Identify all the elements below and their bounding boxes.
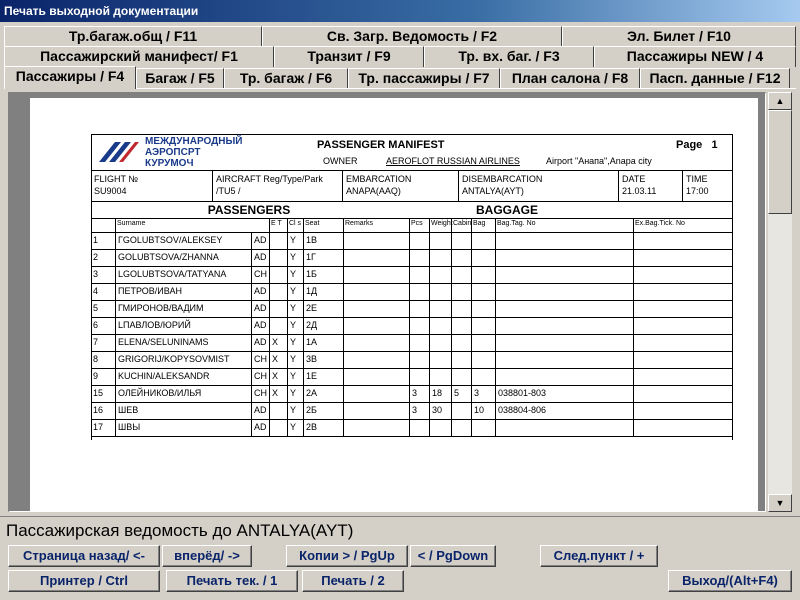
table-cell: AD — [251, 301, 269, 318]
table-cell — [495, 301, 633, 318]
tab-baggage[interactable]: Багаж / F5 — [136, 68, 224, 89]
table-cell — [429, 318, 451, 335]
table-cell — [429, 420, 451, 437]
table-cell — [471, 352, 495, 369]
table-cell: KUCHIN/ALEKSANDR — [115, 369, 251, 386]
col-et: E T — [269, 219, 287, 233]
table-cell — [471, 250, 495, 267]
table-cell — [343, 301, 409, 318]
table-cell: 3 — [409, 386, 429, 403]
table-cell — [429, 250, 451, 267]
aircraft-cell — [213, 171, 343, 201]
table-cell: ГМИРОНОВ/ВАДИМ — [115, 301, 251, 318]
paper-page — [30, 98, 758, 512]
table-cell — [269, 267, 287, 284]
table-cell — [471, 420, 495, 437]
time-cell — [683, 171, 731, 201]
table-cell — [451, 369, 471, 386]
passengers-header: PASSENGERS — [207, 203, 291, 217]
flight-value: SU9004 — [94, 186, 127, 196]
table-cell — [633, 369, 733, 386]
table-cell — [343, 369, 409, 386]
table-cell: Y — [287, 318, 303, 335]
table-cell — [429, 301, 451, 318]
table-cell: CH — [251, 352, 269, 369]
table-row — [91, 232, 733, 249]
table-cell: 1Д — [303, 284, 343, 301]
scroll-up-icon[interactable]: ▲ — [768, 92, 792, 110]
table-cell: 15 — [93, 388, 104, 398]
table-cell: 4 — [93, 286, 99, 296]
table-cell — [343, 352, 409, 369]
table-cell: 5 — [93, 303, 99, 313]
logo-text — [145, 136, 242, 169]
table-cell: Y — [287, 335, 303, 352]
table-cell — [471, 369, 495, 386]
table-cell — [409, 369, 429, 386]
logo-line: АЭРОПСРТ — [145, 147, 201, 158]
table-cell — [429, 352, 451, 369]
flight-info-row — [91, 170, 733, 202]
table-cell: X — [269, 352, 287, 369]
table-cell: Y — [287, 284, 303, 301]
time-label: TIME — [686, 174, 708, 184]
table-cell: X — [269, 335, 287, 352]
embarcation-value: ANAPA(AAQ) — [346, 186, 401, 196]
table-cell: 3 — [471, 386, 495, 403]
table-cell: Y — [287, 233, 303, 250]
table-cell — [409, 335, 429, 352]
embarcation-cell — [343, 171, 459, 201]
table-cell — [269, 233, 287, 250]
status-text: Пассажирская ведомость до ANTALYA(AYT) — [0, 516, 800, 540]
table-row — [91, 368, 733, 385]
table-cell: Y — [287, 386, 303, 403]
table-cell — [471, 233, 495, 250]
disembarcation-label: DISEMBARCATION — [462, 174, 543, 184]
table-row — [91, 317, 733, 334]
table-cell: GOLUBTSOVA/ZHANNA — [115, 250, 251, 267]
date-label: DATE — [622, 174, 646, 184]
table-cell: X — [269, 386, 287, 403]
disembarcation-value: ANTALYA(AYT) — [462, 186, 524, 196]
aeroport-logo-icon — [97, 138, 141, 164]
table-cell: ПЕТРОВ/ИВАН — [115, 284, 251, 301]
table-cell — [451, 318, 471, 335]
col-seat: Seat — [303, 219, 343, 233]
table-cell — [409, 318, 429, 335]
table-cell — [343, 403, 409, 420]
tab-passenger-manifest[interactable]: Пассажирский манифест/ F1 — [4, 46, 274, 67]
window-title: Печать выходной документации — [0, 0, 800, 22]
table-cell: AD — [251, 233, 269, 250]
table-cell — [409, 284, 429, 301]
table-cell: AD — [251, 335, 269, 352]
vertical-scrollbar[interactable] — [768, 92, 792, 512]
table-cell: 8 — [93, 354, 99, 364]
table-cell: CH — [251, 386, 269, 403]
table-cell: ГGOLUBTSOV/ALEKSEY — [115, 233, 251, 250]
table-cell: Y — [287, 369, 303, 386]
table-cell — [495, 267, 633, 284]
table-cell: CH — [251, 267, 269, 284]
tab-transit-passengers[interactable]: Тр. пассажиры / F7 — [348, 68, 500, 89]
table-cell: 10 — [471, 403, 495, 420]
col-bag: Bag — [471, 219, 495, 233]
table-cell: AD — [251, 318, 269, 335]
table-cell: ОЛЕЙНИКОВ/ИЛЬЯ — [115, 386, 251, 403]
table-cell — [409, 420, 429, 437]
table-cell — [343, 420, 409, 437]
table-cell — [495, 250, 633, 267]
baggage-header: BAGGAGE — [475, 203, 538, 217]
table-cell — [429, 233, 451, 250]
table-cell — [269, 301, 287, 318]
table-cell: 5 — [451, 386, 471, 403]
table-cell — [633, 267, 733, 284]
date-cell — [619, 171, 683, 201]
table-cell: AD — [251, 420, 269, 437]
scroll-down-icon[interactable]: ▼ — [768, 494, 792, 512]
table-row — [91, 266, 733, 283]
table-cell: LGOLUBTSOVA/TATYANA — [115, 267, 251, 284]
time-value: 17:00 — [686, 186, 709, 196]
table-cell — [633, 284, 733, 301]
table-cell — [495, 352, 633, 369]
print-current-button[interactable]: Печать тек. / 1 — [166, 570, 298, 592]
table-cell — [495, 369, 633, 386]
copies-down-button[interactable]: < / PgDown — [410, 545, 496, 567]
logo-line: КУРУМОЧ — [145, 158, 194, 169]
exit-button[interactable]: Выход/(Alt+F4) — [668, 570, 792, 592]
copies-up-button[interactable]: Копии > / PgUp — [286, 545, 408, 567]
flight-cell — [91, 171, 213, 201]
owner-label: OWNER — [323, 156, 358, 166]
table-cell — [429, 284, 451, 301]
table-cell — [633, 233, 733, 250]
table-cell: Y — [287, 403, 303, 420]
table-cell: 9 — [93, 371, 99, 381]
table-cell: 3 — [409, 403, 429, 420]
table-cell — [471, 301, 495, 318]
tab-passport-data[interactable]: Пасп. данные / F12 — [640, 68, 790, 89]
table-cell — [409, 352, 429, 369]
airport-name: Airport "Анапа",Anapa city — [546, 156, 652, 166]
tab-transit[interactable]: Транзит / F9 — [274, 46, 424, 67]
table-cell: Y — [287, 301, 303, 318]
col-bag-tag: Bag.Tag. No — [495, 219, 633, 233]
table-cell: AD — [251, 284, 269, 301]
table-cell — [343, 386, 409, 403]
table-cell — [495, 318, 633, 335]
disembarcation-cell — [459, 171, 619, 201]
table-cell — [409, 301, 429, 318]
table-cell — [495, 284, 633, 301]
column-header-row — [91, 218, 733, 232]
table-cell — [633, 250, 733, 267]
table-cell — [633, 335, 733, 352]
next-page-button[interactable]: вперёд/ -> — [162, 545, 252, 567]
table-cell: Y — [287, 420, 303, 437]
table-cell: 16 — [93, 405, 104, 415]
print-button[interactable]: Печать / 2 — [302, 570, 404, 592]
next-point-button[interactable]: След.пункт / + — [540, 545, 658, 567]
table-cell — [451, 267, 471, 284]
table-cell: ELENA/SELUNINAMS — [115, 335, 251, 352]
tab-transit-incoming-baggage[interactable]: Тр. вх. баг. / F3 — [424, 46, 594, 67]
table-cell — [451, 301, 471, 318]
date-value: 21.03.11 — [622, 186, 657, 196]
table-cell — [409, 233, 429, 250]
table-cell: LПАВЛОВ/ЮРИЙ — [115, 318, 251, 335]
manifest-title: PASSENGER MANIFEST — [317, 139, 445, 151]
table-bottom-line — [91, 436, 733, 437]
table-row — [91, 334, 733, 351]
table-cell: 2А — [303, 386, 343, 403]
col-ex-bag: Ex.Bag.Tick. No — [633, 219, 733, 233]
table-cell: ШВЫ — [115, 420, 251, 437]
table-cell — [471, 284, 495, 301]
table-cell — [269, 403, 287, 420]
table-cell — [451, 284, 471, 301]
table-row — [91, 249, 733, 266]
table-row — [91, 419, 733, 436]
table-cell: 2Д — [303, 318, 343, 335]
table-cell — [633, 352, 733, 369]
table-cell — [633, 386, 733, 403]
table-cell: 2В — [303, 420, 343, 437]
table-cell — [471, 335, 495, 352]
table-cell — [451, 352, 471, 369]
tab-eticket[interactable]: Эл. Билет / F10 — [562, 26, 796, 47]
table-cell — [633, 301, 733, 318]
col-pcs: Pcs — [409, 219, 429, 233]
table-cell: 1 — [93, 235, 99, 245]
table-cell: 1А — [303, 335, 343, 352]
tab-passengers[interactable]: Пассажиры / F4 — [4, 66, 136, 89]
table-row — [91, 351, 733, 368]
aircraft-label: AIRCRAFT Reg/Type/Park — [216, 174, 323, 184]
table-cell: 17 — [93, 422, 104, 432]
table-cell — [633, 403, 733, 420]
table-cell: Y — [287, 352, 303, 369]
page-value: 1 — [711, 139, 718, 151]
table-cell: 1Е — [303, 369, 343, 386]
prev-page-button[interactable]: Страница назад/ <- — [8, 545, 160, 567]
page-label: Page — [676, 139, 703, 151]
table-cell: 7 — [93, 337, 99, 347]
table-cell — [451, 250, 471, 267]
table-cell: GRIGORIJ/KOPYSOVMIST — [115, 352, 251, 369]
table-cell: 3В — [303, 352, 343, 369]
col-cabin: Cabin — [451, 219, 471, 233]
col-class: Cl s — [287, 219, 303, 233]
table-cell: AD — [251, 403, 269, 420]
table-cell: CH — [251, 369, 269, 386]
col-weight: Weight — [429, 219, 451, 233]
table-cell — [451, 420, 471, 437]
flight-label: FLIGHT № — [94, 174, 138, 184]
table-cell — [429, 267, 451, 284]
table-cell: Y — [287, 250, 303, 267]
table-cell: 18 — [429, 386, 451, 403]
table-cell: 2Б — [303, 403, 343, 420]
scroll-thumb[interactable] — [768, 110, 792, 214]
table-cell: AD — [251, 250, 269, 267]
table-cell — [495, 420, 633, 437]
table-cell: Y — [287, 267, 303, 284]
table-cell — [343, 250, 409, 267]
table-cell — [269, 318, 287, 335]
page-number — [676, 139, 718, 151]
table-cell — [495, 233, 633, 250]
table-row — [91, 300, 733, 317]
airline-name: AEROFLOT RUSSIAN AIRLINES — [386, 156, 520, 166]
table-cell: 3 — [93, 269, 99, 279]
table-cell — [471, 318, 495, 335]
table-row — [91, 385, 733, 402]
table-cell: 038804-806 — [495, 403, 633, 420]
table-cell — [429, 335, 451, 352]
col-remarks: Remarks — [343, 219, 409, 233]
table-cell — [409, 267, 429, 284]
table-cell: 30 — [429, 403, 451, 420]
table-cell — [269, 284, 287, 301]
logo-line: МЕЖДУНАРОДНЫЙ — [145, 136, 243, 147]
table-row — [91, 402, 733, 419]
table-cell — [451, 335, 471, 352]
document-preview[interactable] — [8, 92, 766, 512]
table-cell: 1Б — [303, 267, 343, 284]
tab-transit-baggage-total[interactable]: Тр.багаж.общ / F11 — [4, 26, 262, 47]
table-cell — [269, 250, 287, 267]
col-surname: Surname — [115, 219, 251, 233]
tab-seat-map[interactable]: План салона / F8 — [500, 68, 640, 89]
table-cell — [269, 420, 287, 437]
printer-button[interactable]: Принтер / Ctrl — [8, 570, 160, 592]
table-cell: 1Г — [303, 250, 343, 267]
table-cell — [451, 403, 471, 420]
tab-load-sheet[interactable]: Св. Загр. Ведомость / F2 — [262, 26, 562, 47]
table-cell: ШЕВ — [115, 403, 251, 420]
table-cell — [343, 335, 409, 352]
embarcation-label: EMBARCATION — [346, 174, 412, 184]
table-cell — [409, 250, 429, 267]
tab-transit-baggage[interactable]: Тр. багаж / F6 — [224, 68, 348, 89]
table-cell — [343, 233, 409, 250]
table-cell: X — [269, 369, 287, 386]
table-cell — [633, 318, 733, 335]
table-row — [91, 283, 733, 300]
table-cell: 2Е — [303, 301, 343, 318]
table-cell — [343, 284, 409, 301]
table-cell — [471, 267, 495, 284]
table-cell — [633, 420, 733, 437]
table-cell — [495, 335, 633, 352]
table-cell — [429, 369, 451, 386]
table-cell — [343, 267, 409, 284]
table-cell — [451, 233, 471, 250]
table-cell: 1В — [303, 233, 343, 250]
aircraft-value: /TU5 / — [216, 186, 241, 196]
table-cell: 6 — [93, 320, 99, 330]
table-cell: 2 — [93, 252, 99, 262]
table-cell — [343, 318, 409, 335]
table-cell: 038801-803 — [495, 386, 633, 403]
tab-passengers-new[interactable]: Пассажиры NEW / 4 — [594, 46, 796, 67]
